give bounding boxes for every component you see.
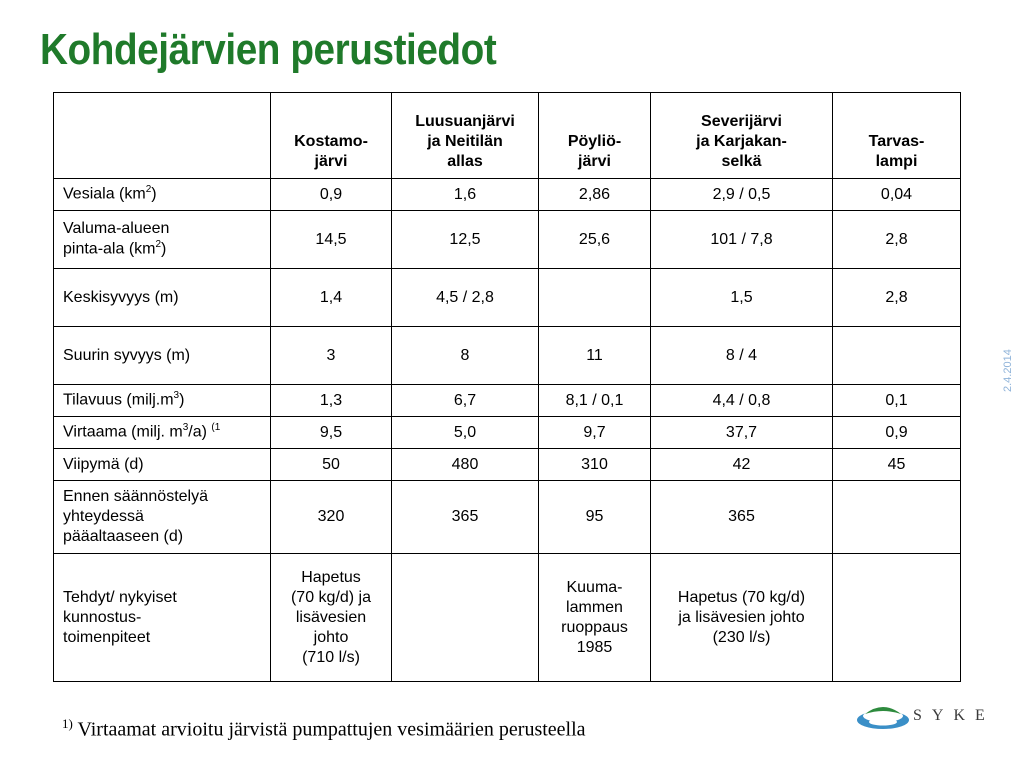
- row-label: [54, 211, 271, 269]
- row-label-footnote-ref: (1: [211, 422, 221, 434]
- row-label: [54, 179, 271, 211]
- table-cell: 3: [271, 327, 392, 385]
- row-label-suffix: /a): [188, 423, 212, 441]
- table-cell: 42: [651, 449, 833, 481]
- row-label-text: Virtaama (milj. m: [63, 423, 183, 441]
- table-cell: 6,7: [392, 385, 539, 417]
- table-cell: 1,3: [271, 385, 392, 417]
- row-label-suffix: ): [161, 240, 167, 258]
- table-cell: 9,5: [271, 417, 392, 449]
- row-label: [54, 417, 271, 449]
- row-label-text: Tehdyt/ nykyiset kunnostus- toimenpiteet: [63, 588, 177, 646]
- row-label-suffix: ): [179, 391, 185, 409]
- table-cell: 1,6: [392, 179, 539, 211]
- row-label-superscript: 3: [182, 422, 189, 434]
- table-cell: 4,5 / 2,8: [392, 269, 539, 327]
- row-label-text: Tilavuus (milj.m: [63, 391, 174, 409]
- page-title: Kohdejärvien perustiedot: [40, 25, 497, 74]
- row-label-suffix: ): [151, 185, 157, 203]
- table-cell: 14,5: [271, 211, 392, 269]
- row-label: [54, 481, 271, 554]
- table-row: [54, 481, 961, 554]
- table-cell: Hapetus (70 kg/d) ja lisävesien johto (710 l/s): [271, 554, 392, 682]
- table-cell: 9,7: [539, 417, 651, 449]
- table-cell: [833, 327, 961, 385]
- header-kostamojarvi: Kostamo- järvi: [271, 93, 392, 179]
- footnote-text: Virtaamat arvioitu järvistä pumpattujen vesimäärien perusteella: [72, 718, 586, 741]
- table-row: [54, 269, 961, 327]
- table-cell: [392, 554, 539, 682]
- side-date: 2.4.2014: [1002, 349, 1014, 392]
- table-cell: 101 / 7,8: [651, 211, 833, 269]
- table-cell: [833, 481, 961, 554]
- row-label-text: Keskisyvyys (m): [63, 288, 179, 306]
- table-cell: 0,9: [833, 417, 961, 449]
- table-cell: 37,7: [651, 417, 833, 449]
- table-cell: Hapetus (70 kg/d) ja lisävesien johto (230 l/s): [651, 554, 833, 682]
- table-cell: 50: [271, 449, 392, 481]
- table-row: [54, 327, 961, 385]
- header-luusuanjarvi: Luusuanjärvi ja Neitilän allas: [392, 93, 539, 179]
- table-cell: 2,8: [833, 269, 961, 327]
- table-row: [54, 211, 961, 269]
- table-cell: 11: [539, 327, 651, 385]
- syke-logo: [855, 698, 1005, 738]
- table-row: [54, 385, 961, 417]
- row-label-text: Viipymä (d): [63, 455, 144, 473]
- table-cell: 8: [392, 327, 539, 385]
- row-label-text: Valuma-alueen pinta-ala (km: [63, 220, 170, 258]
- table-cell: 4,4 / 0,8: [651, 385, 833, 417]
- header-tarvaslampi: Tarvas- lampi: [833, 93, 961, 179]
- row-label-superscript: 3: [173, 390, 180, 402]
- table-cell: 0,9: [271, 179, 392, 211]
- table-row: [54, 417, 961, 449]
- row-label-superscript: 2: [155, 239, 162, 251]
- table-cell: 0,04: [833, 179, 961, 211]
- table-cell: 365: [651, 481, 833, 554]
- table-cell: 320: [271, 481, 392, 554]
- table-cell: 95: [539, 481, 651, 554]
- table-cell: 480: [392, 449, 539, 481]
- table-cell: 1,4: [271, 269, 392, 327]
- table-cell: [539, 269, 651, 327]
- table-cell: [833, 554, 961, 682]
- table-cell: 310: [539, 449, 651, 481]
- table-cell: 12,5: [392, 211, 539, 269]
- row-label-superscript: 2: [145, 184, 152, 196]
- table-cell: 365: [392, 481, 539, 554]
- table-row: [54, 554, 961, 682]
- syke-logo-text: SYKE: [913, 707, 995, 724]
- row-label-text: Vesiala (km: [63, 185, 146, 203]
- header-severijarvi: Severijärvi ja Karjakan- selkä: [651, 93, 833, 179]
- row-label: [54, 554, 271, 682]
- table-cell: 2,8: [833, 211, 961, 269]
- table-cell: 5,0: [392, 417, 539, 449]
- table-cell: Kuuma- lammen ruoppaus 1985: [539, 554, 651, 682]
- table-cell: 8,1 / 0,1: [539, 385, 651, 417]
- syke-logo-icon: [855, 698, 911, 738]
- table-cell: 45: [833, 449, 961, 481]
- row-label: [54, 385, 271, 417]
- row-label: [54, 269, 271, 327]
- header-empty: [54, 93, 271, 179]
- lake-data-table: [53, 92, 961, 682]
- row-label: [54, 327, 271, 385]
- table-cell: 0,1: [833, 385, 961, 417]
- table-cell: 25,6: [539, 211, 651, 269]
- footnote-marker: 1): [62, 716, 73, 731]
- header-poyliojarvi: Pöyliö- järvi: [539, 93, 651, 179]
- table-cell: 2,9 / 0,5: [651, 179, 833, 211]
- footnote: [62, 716, 586, 742]
- table-cell: 2,86: [539, 179, 651, 211]
- table-cell: 8 / 4: [651, 327, 833, 385]
- table-row: [54, 449, 961, 481]
- table-cell: 1,5: [651, 269, 833, 327]
- row-label: [54, 449, 271, 481]
- row-label-text: Suurin syvyys (m): [63, 346, 191, 364]
- table-row: [54, 179, 961, 211]
- row-label-text: Ennen säännöstelyä yhteydessä pääaltaaseen (d): [63, 488, 208, 545]
